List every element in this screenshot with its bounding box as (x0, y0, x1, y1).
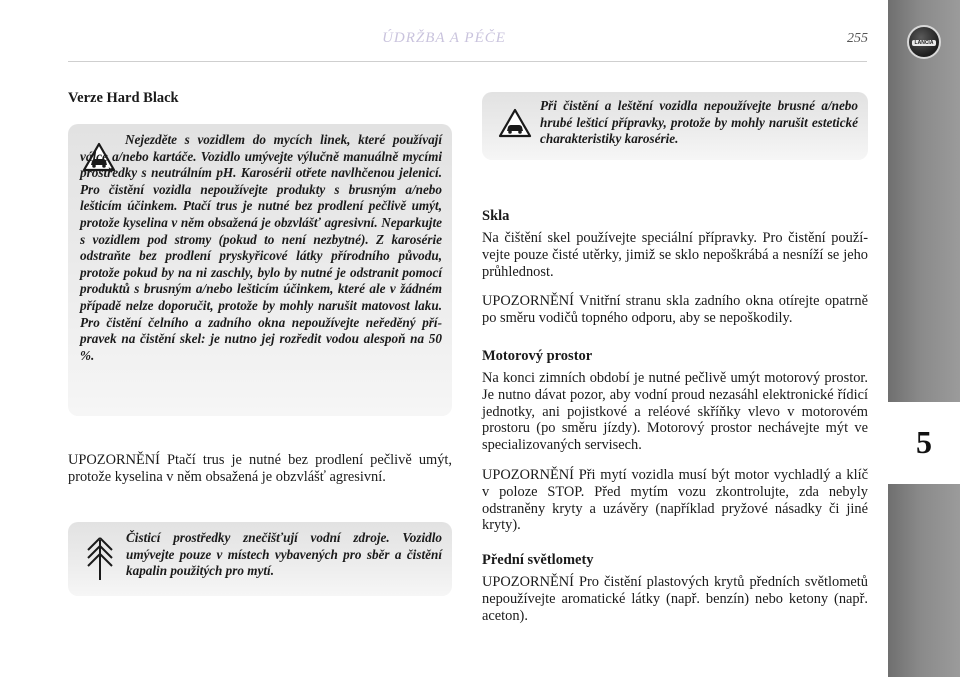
engine-section (482, 348, 868, 534)
environment-box (68, 522, 452, 596)
headlights-text: UPOZORNĚNÍ Pro čistění plastových krytů předních světlometů nepoužívejte aromatické látky (např. benzín) nebo ketony (např. aceton). (482, 574, 868, 624)
warning1-text: Nejezděte s vozidlem do mycích linek, které používají válce a/nebo kartáče. Vozidlo umývejte výlučně manuálně mycími prostředky s neutrálním pH. Karosérii otřete navlhčenou jelenicí. Pro čistění vozidla nepoužívejte produkty s brusným a/nebo lešticím účinkem. Ptačí trus je nutné bez prodlení pečlivě umýt, protože kyselina v něm obsažená je obzvlášť agresivní. Neparkujte s vozidlem pod stromy (pokud to není nezbytné). Z karosérie odstraňte bez prodlení pryskyřicové látky přírodního původu, protože pokud by na ni zaschly, bylo by nutné je odstranit pomocí produktů s brusným a/nebo lešticím účinkem, které ale v žádném případě nelze doporučit, protože by mohly narušit matovost laku. Pro čistění čelního a zadního okna nepoužívejte neředěný přípravek na čistění skel: je nutno jej rozředit vodou alespoň na 50 %. (80, 132, 442, 363)
headlights-title: Přední světlomety (482, 552, 594, 568)
bird-droppings-note: UPOZORNĚNÍ Ptačí trus je nutné bez prodlení pečlivě umýt, protože kyselina v něm obsažená je obzvlášť agresivní. (68, 452, 452, 485)
left-note-wrap (68, 452, 452, 486)
engine-text: Na konci zimních období je nutné pečlivě umýt motorový prostor. Je nutno dávat pozor, aby vodní proud nezasáhl elektronické řídicí jednotky, ani pojistkové a reléové skříňky vlevo v motorovém prostoru (po směru jízdy). Motorový prostor nechávejte mýt ve specializovaných servisech. (482, 370, 868, 454)
header-rule (68, 61, 867, 62)
chapter-number: 5 (916, 424, 932, 460)
glass-text: Na čištění skel používejte speciální přípravky. Pro čistění používejte pouze čisté utěrky, jimiž se sklo nepoškrábá a nesníží se jeho průhlednost. (482, 230, 868, 280)
lancia-logo (907, 25, 941, 59)
engine-note: UPOZORNĚNÍ Při mytí vozidla musí být motor vychladlý a klíč v poloze STOP. Před mytím vozu zkontrolujte, zda nebyly odstraněny kryty a uzávěry (například pryžové násadky či jiné kryty). (482, 466, 868, 534)
headlights-section (482, 552, 868, 624)
warning2-text: Při čistění a leštění vozidla nepoužívejte brusné a/nebo hrubé lešticí přípravky, protože by mohly narušit estetické charakteristiky karosérie. (540, 98, 858, 147)
car-warning-icon (498, 108, 532, 138)
chapter-sidebar (888, 0, 960, 677)
warning-box-hard-black (68, 124, 452, 416)
page-number: 255 (847, 31, 868, 46)
section-title-hard-black: Verze Hard Black (68, 90, 179, 106)
running-header-title: ÚDRŽBA A PÉČE (382, 30, 506, 46)
logo-text: LANCIA (914, 40, 934, 46)
warning-box-abrasive (482, 92, 868, 160)
engine-title: Motorový prostor (482, 348, 593, 364)
chapter-tab[interactable] (888, 402, 960, 484)
left-section-heading-wrap (68, 90, 452, 107)
environment-tree-icon (86, 536, 114, 582)
glass-section (482, 208, 868, 327)
environment-text: Čisticí prostředky znečišťují vodní zdroje. Vozidlo umývejte pouze v místech vybavených pro sběr a čistění kapalin použitých pro mytí. (126, 530, 442, 579)
glass-title: Skla (482, 208, 510, 224)
glass-note: UPOZORNĚNÍ Vnitřní stranu skla zadního okna otírejte opatrně po směru vodičů topného odporu, aby se nepoškodily. (482, 293, 868, 327)
